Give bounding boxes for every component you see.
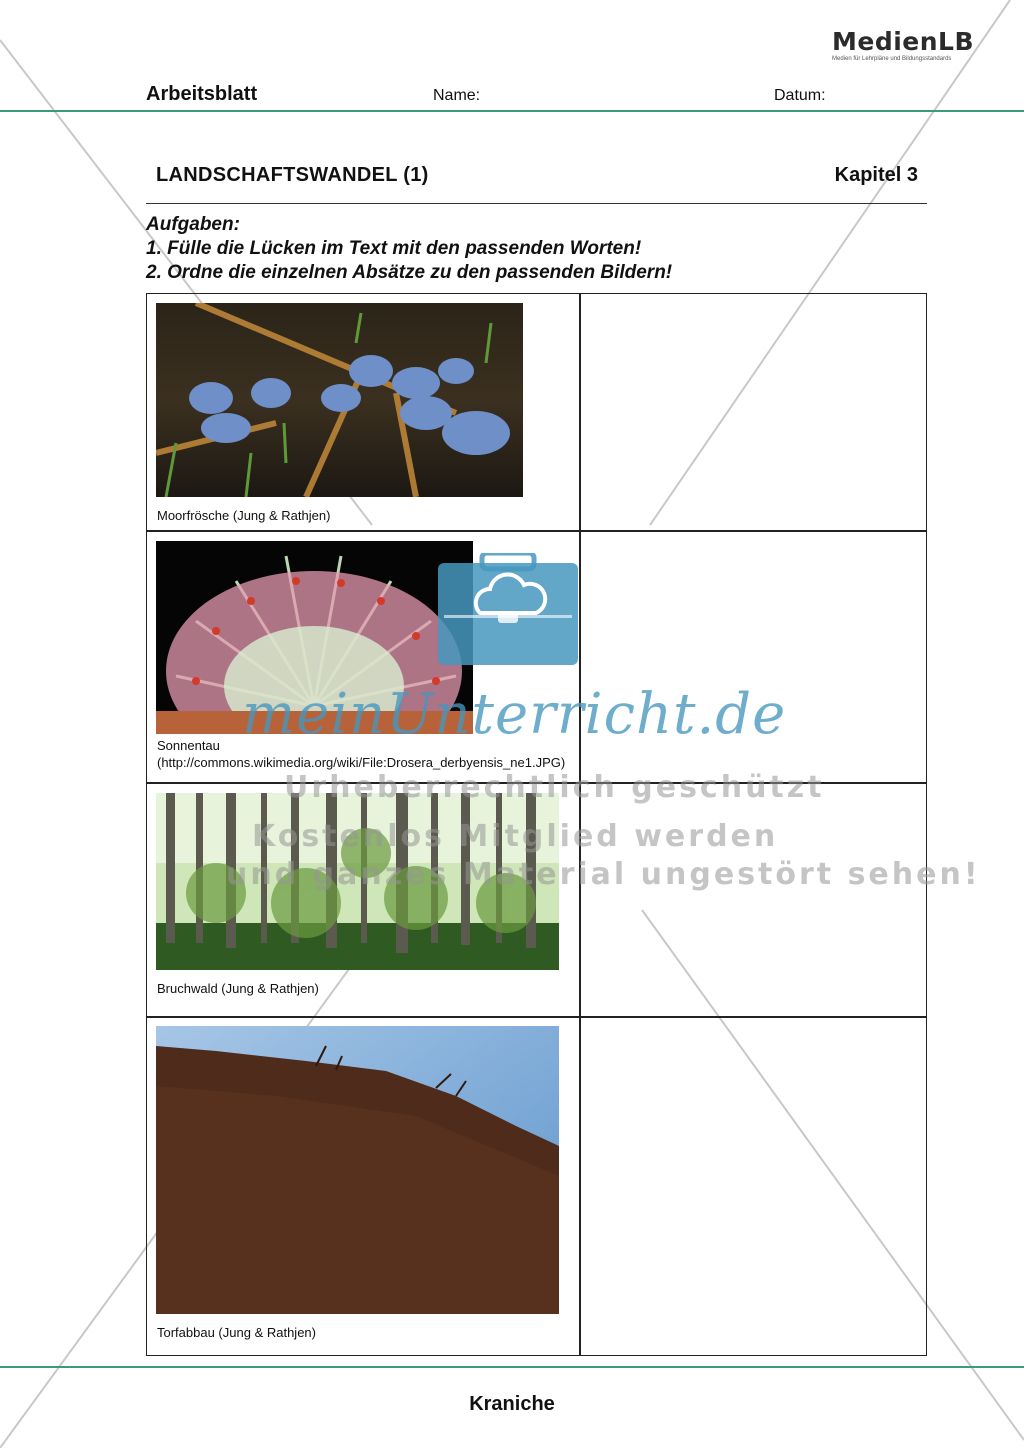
caption-sonnentau-name: Sonnentau (157, 738, 220, 753)
watermark-line-2: Kostenlos Mitglied werden (252, 819, 779, 854)
tasks-block (146, 213, 672, 285)
caption-sonnentau-source: (http://commons.wikimedia.org/wiki/File:Drosera_derbyensis_ne1.JPG) (157, 755, 566, 770)
footer-divider (0, 1366, 1024, 1368)
caption-moorfroesche: Moorfrösche (Jung & Rathjen) (157, 508, 331, 523)
chapter-label: Kapitel 3 (834, 164, 918, 186)
date-label: Datum: (774, 87, 826, 104)
table-row-divider (146, 530, 927, 532)
watermark-briefcase-cloud-icon (438, 553, 578, 665)
photo-moorfroesche (156, 303, 523, 497)
medienlb-logo (832, 28, 982, 63)
table-row-divider (146, 1016, 927, 1018)
task-item-1: 1. Fülle die Lücken im Text mit den passenden Worten! (146, 238, 642, 259)
task-item-2: 2. Ordne die einzelnen Absätze zu den passenden Bildern! (146, 262, 673, 283)
worksheet-label: Arbeitsblatt (146, 83, 258, 105)
tasks-heading: Aufgaben: (146, 214, 240, 235)
logo-name: MedienLB (832, 27, 975, 56)
header-divider (0, 110, 1024, 112)
photo-torfabbau (156, 1026, 559, 1314)
caption-bruchwald: Bruchwald (Jung & Rathjen) (157, 981, 319, 996)
watermark-line-1: Urheberrechtlich geschützt (284, 770, 825, 805)
name-label: Name: (433, 87, 481, 104)
section-title: LANDSCHAFTSWANDEL (1) (156, 164, 429, 186)
caption-torfabbau: Torfabbau (Jung & Rathjen) (157, 1325, 316, 1340)
logo-tagline: Medien für Lehrpläne und Bildungsstandards (832, 56, 952, 62)
section-rule (146, 203, 927, 204)
footer-title: Kraniche (469, 1393, 555, 1415)
watermark-brand: meinUnterricht.de (242, 682, 787, 747)
watermark-line-3: und ganzes Material ungestört sehen! (226, 857, 981, 892)
